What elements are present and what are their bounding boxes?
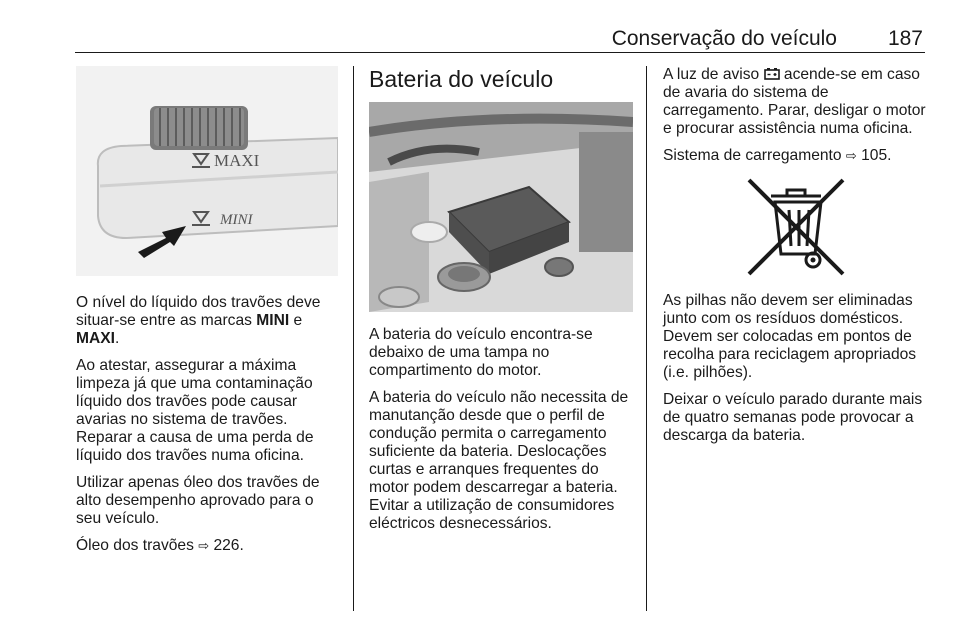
brake-fluid-reservoir-illustration [76,66,338,276]
engine-compartment-figure [369,102,633,312]
battery-location-text: A bateria do veículo encontra-se debaixo de uma tampa no compartimento do motor. [369,326,593,379]
column-divider-left [353,66,354,611]
engine-compartment-photo [369,102,633,312]
battery-discharge-text: Deixar o veículo parado durante mais de quatro semanas pode provocar a descarga da bateria. [663,391,923,444]
brake-fluid-reservoir-figure [76,66,338,276]
middle-column [369,66,633,542]
column-divider-right [646,66,647,611]
battery-disposal-text: As pilhas não devem ser eliminadas junto com os resíduos domésticos. Devem ser colocadas em pontos de recolha para reciclagem apropriados (i.e. pilhões). [663,292,917,381]
crossed-out-wheelie-bin-icon [741,174,851,280]
battery-maintenance-text: A bateria do veículo não necessita de manutanção desde que o perfil de condução permita o carregamento suficiente da bateria. Deslocações curtas e arranques frequentes do motor podem descarregar a bateria. Evitar a utilização de consumidores eléctricos desnecessários. [369,389,629,532]
charging-system-reference: Sistema de carregamento ⇨ 105. [663,147,892,164]
page-header [75,26,925,53]
left-column [76,66,334,564]
page-number: 187 [887,27,923,50]
recycling-figure [741,174,851,280]
brake-fluid-level-text: O nível do líquido dos travões deve situar-se entre as marcas MINI e MAXI. [76,294,321,347]
page-title: Conservação do veículo [611,27,837,50]
brake-fluid-reference: Óleo dos travões ⇨ 226. [76,537,244,554]
reference-arrow-icon: ⇨ [198,538,210,553]
brake-fluid-cleanliness-text: Ao atestar, assegurar a máxima limpeza já que uma contaminação líquido dos travões pode causar avarias no sistema de travões. Reparar a causa de uma perda de líquido dos travões numa oficina. [76,357,314,464]
right-column [663,66,929,454]
brake-fluid-approved-text: Utilizar apenas óleo dos travões de alto desempenho aprovado para o seu veículo. [76,474,320,527]
mini-mark-label: MINI [220,212,253,228]
warning-light-text: A luz de aviso acende-se em caso de avaria do sistema de carregamento. Parar, desligar o motor e procurar assistência numa oficina. [663,66,926,137]
reference-arrow-icon: ⇨ [845,148,857,163]
battery-warning-icon [764,67,780,80]
maxi-mark-label: MAXI [214,151,260,170]
section-title: Bateria do veículo [369,66,554,92]
